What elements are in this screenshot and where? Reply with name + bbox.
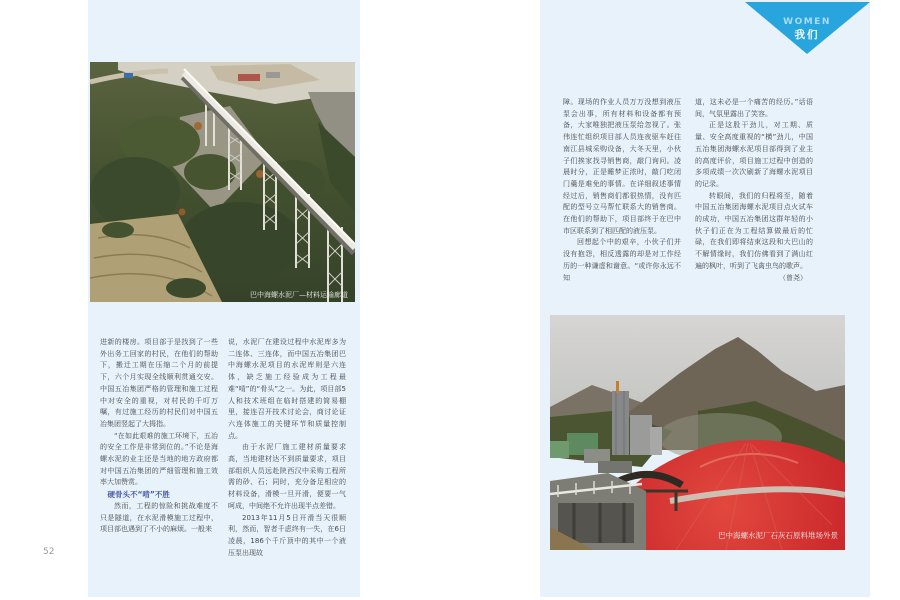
left-page-column-1: [100, 337, 218, 536]
right-page-column-1: [563, 97, 681, 284]
paragraph: 转眼间，我们的归程将至，随着中国五冶集团海螺水泥项目点火试车的成功，中国五冶集团这群年轻的小伙子们正在为工程结算做最后的忙碌，在我们即将结束这段和大巴山的不解情缘时，我们仿佛看到了满山红遍的枫叶，听到了飞禽虫鸟的歌声。: [695, 191, 813, 270]
paragraph: 2013年11月5日开滑当天很顺利，然而，智者千虑终有一失，在6日凌晨，186个千斤顶中的其中一个液压泵出现故: [228, 513, 346, 557]
women-tab-label-en: WOMEN: [783, 17, 831, 27]
conveyor-gallery-photo-art: [90, 62, 355, 302]
right-photo-caption: 巴中海螺水泥厂石灰石原料堆场外景: [718, 531, 838, 540]
right-page-panel: [540, 0, 870, 597]
author-signature: （曾尧）: [779, 273, 807, 282]
paragraph: “在如此艰难的施工环境下，五冶的安全工作是非常到位的。”不论是海螺水泥的业主还是当地的地方政府都对中国五冶集团的严细管理和施工效率大加赞赏。: [100, 431, 218, 487]
conveyor-gallery-photo: [90, 62, 355, 302]
left-photo-caption: 巴中海螺水泥厂—材料运输廊道: [250, 291, 348, 299]
paragraph: 由于水泥厂施工建材质量要求高，当地建材达不到质量要求，项目部组织人员远赴陕西汉中采购工程所需的砂、石；同时，充分备足相应的材料设备，滑模一旦开滑，便要一气呵成，中间绝不允许出现半点差错。: [228, 443, 346, 510]
women-tab-triangle: [745, 2, 870, 54]
women-tab: [744, 2, 872, 58]
paragraph: 回想起个中的艰辛，小伙子们并没有抱怨，相反透露的却是对工作经历的一种谦虚和谢意。“或许你永远不知: [563, 238, 681, 282]
left-page-panel: [88, 0, 360, 597]
right-page-column-2: [695, 97, 813, 284]
paragraph: 说，水泥厂在建设过程中水泥库多为二连体、三连体，而中国五冶集团巴中海螺水泥项目的水泥库则是六连体，缺乏施工经验成为工程最难“啃”的“骨头”之一。为此，项目部5人和技术班组在临时搭建的简易棚里，接连召开技术讨论会，商讨论证六连体施工的关键环节和质量控制点。: [228, 338, 346, 440]
paragraph: 道，这未必是一个痛苦的经历。”话语间，气氛里露出了笑容。: [695, 98, 813, 118]
left-page-column-2: [228, 337, 346, 559]
paragraph: 正是这股干劲儿，对工期、质量、安全高度重视的“横”劲儿，中国五冶集团海螺水泥项目部得到了业主的高度评价，项目施工过程中创造的多项成绩一次次刷新了海螺水泥项目的记录。: [695, 121, 813, 188]
paragraph: 障。现场的作业人员万万没想到液压泵会出事，所有材料和设备都有预备，大家唯独把液压泵给忽视了。张伟连忙组织项目部人员连夜驱车赶往南江县城采购设备，大冬天里，小伙子们挨家找寻销售商，敲门询问。凌晨时分，正是睡梦正浓时，敲门吃闭门羹是难免的事情。在详细叙述事情经过后，销售商们都很热情，没有匹配的型号立马帮忙联系大的销售商。在他们的帮助下，项目部终于在巴中市区联系到了相匹配的液压泵。: [563, 98, 681, 235]
cement-plant-photo-art: [550, 315, 845, 550]
women-tab-label-cn: 我们: [794, 29, 820, 41]
section-heading: 硬骨头不“啃”不胜: [107, 490, 170, 500]
cement-plant-photo: [550, 315, 845, 550]
paragraph: 然而，工程的惊险和挑战难度不只是隧道，在水泥滑模施工过程中，项目部也遇到了不小的麻烦。一般来: [100, 501, 218, 534]
paragraph: 进新的楼房。项目部于是找到了一些外出务工回家的村民，在他们的帮助下，搬迁工期在压缩二个月的前提下，六个月实现全线顺利贯通交安。中国五冶集团严格的管理和施工过程中对安全的重视，对村民的千叮万嘱，有过施工经历的村民们对中国五冶集团竖起了大拇指。: [100, 338, 218, 428]
page-number: 52: [43, 547, 55, 557]
